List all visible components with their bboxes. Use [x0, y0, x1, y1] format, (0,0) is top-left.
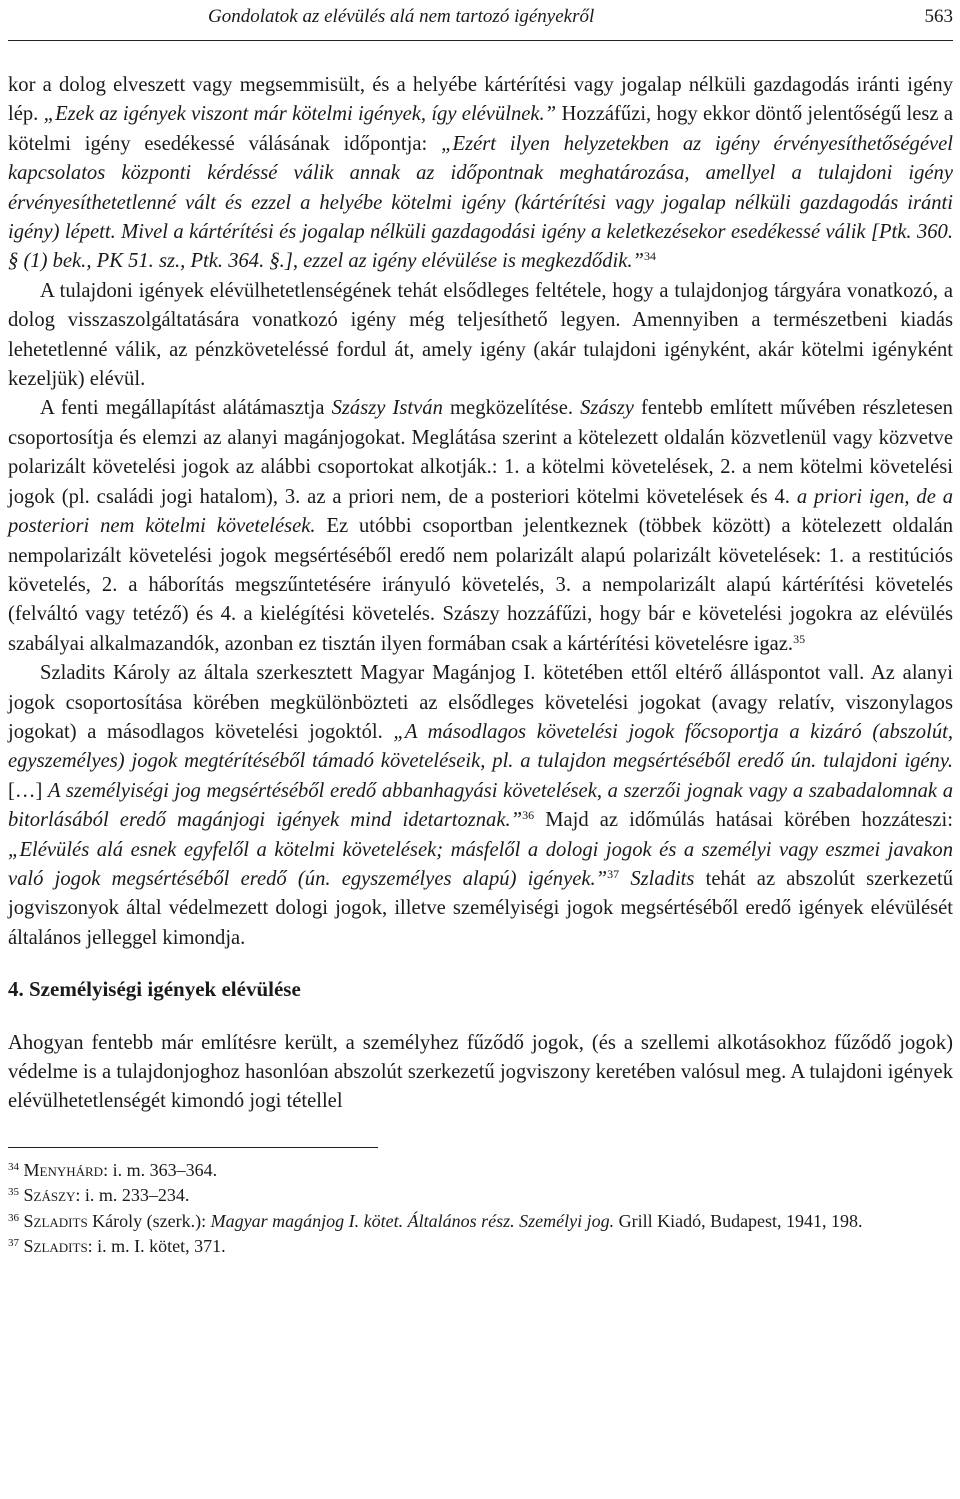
footnote-author: Szladits — [23, 1210, 88, 1231]
footnote-text: : i. m. 363–364. — [103, 1159, 218, 1180]
footnote-text: : i. m. 233–234. — [75, 1185, 190, 1206]
author-name: Szászy István — [331, 397, 443, 420]
main-text — [8, 71, 953, 1117]
italic-run: a priori igen, de a posteriori nem kötelmi követelések. — [8, 485, 954, 538]
footnote-author: Szászy — [23, 1185, 76, 1206]
paragraph-4 — [8, 659, 953, 953]
text-run: megközelítése. — [442, 397, 581, 420]
running-header — [8, 0, 953, 41]
text-run: Ez utóbbi csoportban jelentkeznek (többek között) a kötelezett oldalán nempolarizált követelési jogok megsértéséből eredő nem polarizált alapú polarizált követelések: 1. a restitúciós követelés, 2. a háborítás megszűntetésére irányuló követelés, 3. a nempolarizált alapú kártérítési követelés (felváltó vagy tetéző) és 4. a kielégítési követelés. Szászy hozzáfűzi, hogy bár e követelési jogokra az elévülés szabályai alkalmazandók, azonban ez tisztán ilyen formában csak a kártérítési követelésre igaz. — [8, 515, 954, 655]
footnote-34 — [8, 1158, 953, 1184]
footnote-ref-35[interactable]: 35 — [793, 631, 806, 646]
quote-run: „A másodlagos követelési jogok főcsoportja a kizáró (abszolút, egyszemélyes) jogok megtérítéséből támadó követeléseik, pl. a tulajdon megsértéséből eredő ún. tulajdoni igény. — [8, 720, 953, 773]
footnote-separator — [8, 1147, 378, 1148]
text-run: tehát az abszolút szerkezetű jogviszonyok által védelmezett dologi jogok, illetve személyiségi jogok megsértéséből eredő igények elévülését általános jelleggel kimondja. — [8, 867, 953, 949]
text-run: A fenti megállapítást alátámasztja — [40, 397, 332, 420]
footnote-ref-37[interactable]: 37 — [607, 866, 620, 881]
page-number: 563 — [924, 6, 953, 27]
footnote-ref-36[interactable]: 36 — [522, 808, 535, 823]
paragraph-3 — [8, 394, 953, 659]
footnote-text: Károly (szerk.): — [87, 1210, 211, 1231]
footnote-book-title: Magyar magánjog I. kötet. Általános rész. Személyi jog. — [210, 1210, 615, 1231]
footnote-number: 37 — [8, 1237, 19, 1250]
text-run: fentebb említett művében részletesen csoportosítja és elemzi az alanyi magánjogokat. Meglátása szerint a kötelezett oldalán közvetlenül vagy közvetve polarizált követelési jogok az alábbi csoportokat alkotják.: 1. a kötelmi követelések, 2. a nem kötelmi követelési jogok (pl. családi jogi hatalom), 3. az a priori nem, de a posteriori kötelmi követelések és 4. — [8, 397, 953, 508]
paragraph-1 — [8, 71, 953, 277]
quote-run: „Elévülés alá esnek egyfelől a kötelmi követelések; másfelől a dologi jogok és a személyi vagy eszmei javakon való jogok megsértéséből eredő (ún. egyszemélyes alapú) igények.” — [8, 838, 953, 890]
document-page — [8, 0, 953, 1260]
text-run: Majd az időmúlás hatásai körében hozzáteszi: — [534, 809, 953, 832]
footnote-35 — [8, 1183, 953, 1209]
author-name: Szászy — [580, 397, 634, 420]
quote-run: „Ezek az igények viszont már kötelmi igények, így elévülnek.” — [43, 103, 562, 126]
text-run: Szladits Károly az általa szerkesztett Magyar Magánjog I. kötetében ettől eltérő álláspontot vall. Az alanyi jogok csoportosítása körében megkülönbözteti az elsődleges követelési jogokat (avagy relatív, viszonylagos jogokat) a másodlagos követelési jogoktól. — [8, 662, 953, 743]
section-heading: 4. Személyiségi igények elévülése — [8, 977, 301, 1002]
text-run: kor a dolog elveszett vagy megsemmisült, és a helyébe kártérítési vagy jogalap nélküli gazdagodás iránti igény lép. — [8, 74, 953, 126]
footnote-text: : i. m. I. kötet, 371. — [87, 1236, 226, 1257]
footnote-number: 35 — [8, 1186, 19, 1199]
footnote-37 — [8, 1234, 953, 1260]
text-run: Hozzáfűzi, hogy ekkor döntő jelentőségű lesz a kötelmi igény esedékessé válásának időpontja: — [8, 103, 953, 155]
quote-run: A személyiségi jog megsértéséből eredő abbanhagyási követelések, a szerzői jognak vagy a szabadalomnak a bitorlásából eredő magánjogi igények mind idetartoznak.” — [8, 779, 953, 832]
paragraph-2: A tulajdoni igények elévülhetetlenségének tehát elsődleges feltétele, hogy a tulajdonjog tárgyára vonatkozó, a dolog visszaszolgáltatására vonatkozó igény még teljesíthető legyen. Amennyiben a természetbeni kiadás lehetetlenné válik, az pénzköveteléssé fordul át, amely igény (akár tulajdoni igényként, akár kötelmi igényként kezeljük) elévül. — [8, 279, 953, 391]
footnote-ref-34[interactable]: 34 — [643, 249, 656, 264]
running-title: Gondolatok az elévülés alá nem tartozó igényekről — [208, 6, 595, 27]
paragraph-5: Ahogyan fentebb már említésre került, a személyhez fűződő jogok, (és a szellemi alkotásokhoz fűződő jogok) védelme is a tulajdonjoghoz hasonlóan abszolút szerkezetű jogviszony keretében valósul meg. A tulajdoni igények elévülhetetlenségét kimondó jogi tétellel — [8, 1031, 953, 1113]
footnotes — [8, 1158, 953, 1260]
quote-run: „Ezért ilyen helyzetekben az igény érvényesíthetőségével kapcsolatos központi kérdéssé válik annak az időpontnak meghatározása, amellyel a tulajdoni igény érvényesíthetetlenné vált és ezzel a helyébe kötelmi igény (kártérítési vagy jogalap nélküli gazdagodás iránti igény) lépett. Mivel a kártérítési és jogalap nélküli gazdagodási igény a keletkezésekor esedékessé válik [Ptk. 360. § (1) bek., PK 51. sz., Ptk. 364. §.], ezzel az igény elévülése is megkezdődik.” — [8, 132, 954, 273]
footnote-author: Menyhárd — [23, 1159, 104, 1180]
footnote-text: Grill Kiadó, Budapest, 1941, 198. — [614, 1210, 863, 1231]
text-run — [619, 868, 630, 890]
footnote-36 — [8, 1209, 953, 1235]
footnote-number: 34 — [8, 1160, 19, 1173]
footnote-author: Szladits — [23, 1236, 88, 1257]
author-name: Szladits — [630, 867, 695, 890]
footnote-number: 36 — [8, 1211, 19, 1224]
text-run: […] — [8, 779, 49, 802]
